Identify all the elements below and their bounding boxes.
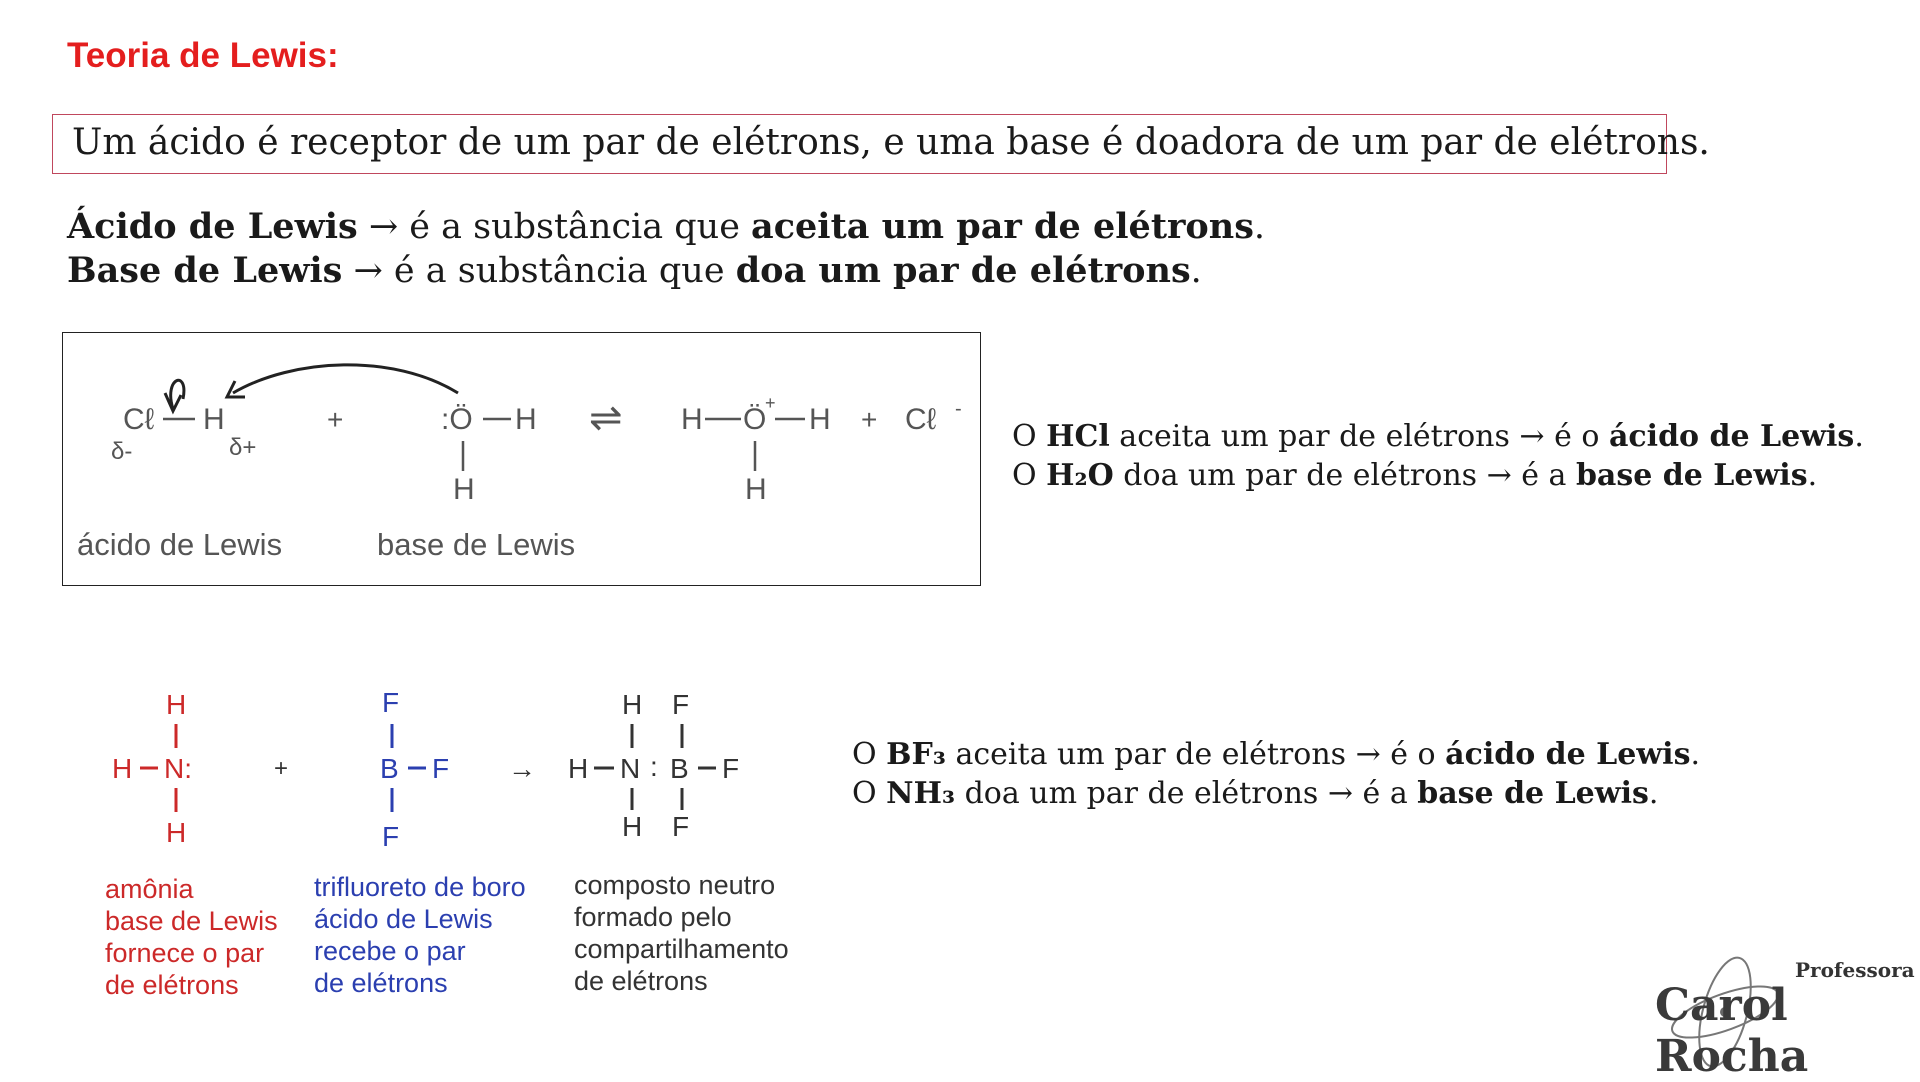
text: . — [1648, 776, 1659, 811]
reaction-arrow: → — [508, 753, 536, 784]
hcl-explanation-line-2 — [1012, 458, 1817, 493]
emph: ácido de Lewis — [1608, 419, 1855, 454]
nh3-h-bottom: H — [166, 817, 187, 848]
text: O — [1012, 419, 1047, 454]
acid-definition — [67, 206, 1265, 247]
caption-line: ácido de Lewis — [314, 904, 493, 934]
bf3-f-bottom: F — [382, 821, 400, 852]
text: O — [1012, 458, 1047, 493]
caption-line: fornece o par — [105, 938, 265, 968]
prod-b: B — [670, 753, 689, 784]
definition-text: Um ácido é receptor de um par de elétrons, e uma base é doadora de um par de elétrons. — [72, 122, 1710, 163]
base-end: . — [1190, 251, 1202, 291]
h3o-h-right: H — [809, 403, 831, 436]
caption-line: base de Lewis — [105, 906, 278, 936]
text: aceita um par de elétrons → é o — [1109, 419, 1609, 454]
acid-emph: aceita um par de elétrons — [751, 206, 1254, 247]
prod-colon: : — [650, 751, 658, 782]
acid-term: Ácido de Lewis — [67, 206, 358, 247]
emph: base de Lewis — [1575, 458, 1808, 493]
caption-base: base de Lewis — [377, 527, 576, 562]
plus-sign-2: + — [861, 404, 878, 435]
emph: ácido de Lewis — [1445, 737, 1691, 772]
prod-f-bottom: F — [672, 811, 690, 842]
caption-line: de elétrons — [574, 966, 708, 996]
h2o-h-right: H — [515, 403, 537, 436]
equilibrium-arrow: ⇌ — [589, 396, 623, 440]
prod-n: N — [620, 753, 641, 784]
bf3-explanation-line-1 — [852, 737, 1700, 772]
nh3-h-top: H — [166, 689, 187, 720]
text: aceita um par de elétrons → é o — [945, 737, 1446, 772]
text: doa um par de elétrons → é a — [955, 776, 1418, 811]
base-definition — [67, 250, 1202, 291]
bf3-reaction-diagram — [100, 680, 840, 860]
caption-line: recebe o par — [314, 936, 466, 966]
h3o-h-bottom: H — [745, 473, 767, 506]
caption-line: formado pelo — [574, 902, 732, 932]
formula: H₂O — [1046, 458, 1114, 493]
text: O — [852, 737, 887, 772]
delta-plus: δ+ — [229, 434, 257, 461]
caption-line: composto neutro — [574, 870, 776, 900]
caption-composto — [574, 869, 789, 997]
caption-line: compartilhamento — [574, 934, 789, 964]
caption-bf3 — [314, 871, 526, 999]
h3o-oxygen: Ö — [743, 403, 767, 436]
caption-amonia — [105, 873, 278, 1001]
chloride-charge: - — [955, 398, 962, 420]
formula: BF₃ — [886, 737, 946, 772]
caption-line: de elétrons — [314, 968, 448, 998]
prod-h-bottom: H — [622, 811, 643, 842]
hcl-explanation-line-1 — [1012, 419, 1864, 454]
logo-professora: Professora — [1795, 958, 1915, 982]
text: . — [1690, 737, 1701, 772]
logo-name: Carol Rocha — [1655, 980, 1809, 1082]
oxygen-atom: :Ö — [441, 403, 473, 436]
nh3-n: N: — [164, 753, 192, 784]
caption-line: amônia — [105, 874, 194, 904]
emph: base de Lewis — [1417, 776, 1649, 811]
h2o-h-bottom: H — [453, 473, 475, 506]
formula: NH₃ — [886, 776, 956, 811]
bf3-f-right: F — [432, 753, 450, 784]
caption-line: de elétrons — [105, 970, 239, 1000]
delta-minus: δ- — [111, 438, 133, 465]
formula: HCl — [1046, 419, 1110, 454]
text: doa um par de elétrons → é a — [1113, 458, 1576, 493]
bf3-f-top: F — [382, 687, 400, 718]
base-emph: doa um par de elétrons — [735, 250, 1191, 291]
bf3-b: B — [380, 753, 399, 784]
base-term: Base de Lewis — [67, 250, 343, 291]
plus-sign: + — [274, 755, 289, 782]
caption-line: trifluoreto de boro — [314, 872, 526, 902]
prod-h-top: H — [622, 689, 643, 720]
prod-f-top: F — [672, 689, 690, 720]
long-curved-arrow — [233, 365, 458, 393]
prod-h-left: H — [568, 753, 589, 784]
page-title: Teoria de Lewis: — [67, 36, 339, 75]
acid-end: . — [1253, 207, 1266, 247]
h3o-h-left: H — [681, 403, 703, 436]
base-middle: → é a substância que — [342, 251, 736, 291]
text: . — [1854, 419, 1864, 454]
text: O — [852, 776, 887, 811]
small-arrow-head — [165, 393, 181, 411]
chloride-ion: Cℓ — [905, 403, 937, 436]
caption-acid: ácido de Lewis — [77, 527, 283, 562]
nh3-h-left: H — [112, 753, 133, 784]
acid-middle: → é a substância que — [357, 207, 752, 247]
cl-atom: Cℓ — [123, 403, 155, 436]
h-atom: H — [203, 403, 225, 436]
plus-sign: + — [327, 404, 344, 435]
bf3-explanation-line-2 — [852, 776, 1658, 811]
prod-f-right: F — [722, 753, 740, 784]
h3o-charge: + — [765, 393, 776, 413]
text: . — [1807, 458, 1818, 493]
